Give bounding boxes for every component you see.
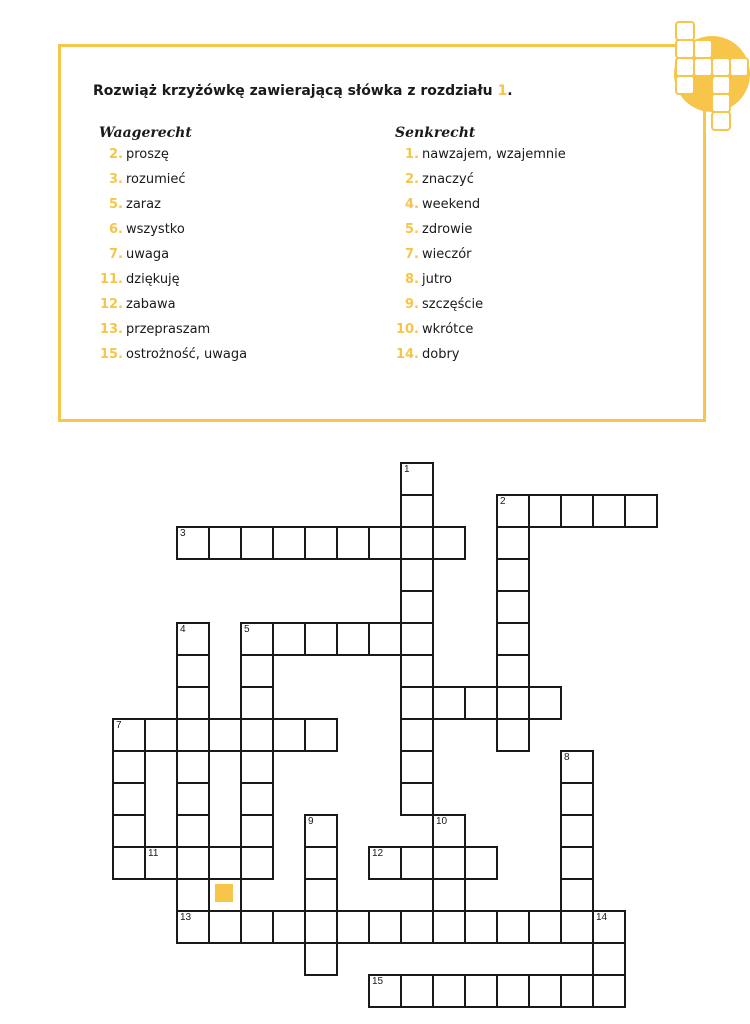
crossword-cell[interactable] — [432, 814, 466, 848]
instruction-text: Rozwiąż krzyżówkę zawierającą słówka z rozdziału — [93, 83, 498, 99]
crossword-cell[interactable] — [496, 558, 530, 592]
clue-text: zabawa — [126, 297, 176, 312]
clue-number: 8. — [405, 272, 419, 287]
crossword-cell[interactable] — [304, 526, 338, 560]
crossword-cell[interactable] — [592, 942, 626, 976]
crossword-cell[interactable] — [528, 974, 562, 1008]
crossword-cell[interactable] — [176, 686, 210, 720]
yellow-marker — [215, 884, 233, 902]
clue-number: 6. — [109, 222, 123, 237]
clue-text: wieczór — [422, 247, 472, 262]
crossword-cell[interactable] — [176, 718, 210, 752]
crossword-cell[interactable] — [400, 494, 434, 528]
clue-number: 1. — [405, 147, 419, 162]
crossword-cell[interactable] — [496, 526, 530, 560]
crossword-cell[interactable] — [176, 878, 210, 912]
crossword-cell[interactable] — [432, 846, 466, 880]
crossword-cell[interactable] — [400, 622, 434, 656]
crossword-cell[interactable] — [272, 718, 306, 752]
clue-text: wkrótce — [422, 322, 474, 337]
clue-text: jutro — [422, 272, 452, 287]
crossword-cell[interactable] — [592, 974, 626, 1008]
crossword-cell[interactable] — [560, 782, 594, 816]
cell-number: 14 — [596, 912, 608, 923]
chapter-number: 1 — [497, 83, 508, 99]
cell-number: 9 — [308, 816, 314, 827]
crossword-cell[interactable] — [272, 622, 306, 656]
crossword-cell[interactable] — [336, 526, 370, 560]
crossword-cell[interactable] — [560, 814, 594, 848]
cell-number: 3 — [180, 528, 186, 539]
crossword-cell[interactable] — [496, 910, 530, 944]
crossword-cell[interactable] — [368, 846, 402, 880]
crossword-cell[interactable] — [560, 910, 594, 944]
crossword-cell[interactable] — [592, 910, 626, 944]
clue-text: wszystko — [126, 222, 185, 237]
clue-number: 11. — [99, 272, 123, 287]
crossword-cell[interactable] — [496, 718, 530, 752]
crossword-cell[interactable] — [240, 846, 274, 880]
cell-number: 11 — [148, 848, 159, 859]
cell-number: 12 — [372, 848, 384, 859]
crossword-cell[interactable] — [400, 718, 434, 752]
cell-number: 2 — [500, 496, 506, 507]
crossword-cell[interactable] — [464, 686, 498, 720]
crossword-cell[interactable] — [176, 814, 210, 848]
clue-text: proszę — [126, 147, 169, 162]
crossword-cell[interactable] — [560, 494, 594, 528]
crossword-cell[interactable] — [240, 782, 274, 816]
crossword-cell[interactable] — [400, 654, 434, 688]
cell-number: 5 — [244, 624, 250, 635]
clue-text: znaczyć — [422, 172, 474, 187]
crossword-cell[interactable] — [496, 590, 530, 624]
crossword-cell[interactable] — [400, 750, 434, 784]
crossword-cell[interactable] — [240, 526, 274, 560]
crossword-cell[interactable] — [560, 846, 594, 880]
crossword-cell[interactable] — [400, 910, 434, 944]
down-heading: Senkrecht — [395, 125, 476, 141]
crossword-cell[interactable] — [304, 942, 338, 976]
clue-number: 14. — [395, 347, 419, 362]
crossword-cell[interactable] — [432, 910, 466, 944]
clue-text: szczęście — [422, 297, 484, 312]
cell-number: 7 — [116, 720, 122, 731]
crossword-cell[interactable] — [176, 910, 210, 944]
clue-number: 5. — [109, 197, 123, 212]
crossword-cell[interactable] — [432, 526, 466, 560]
crossword-cell[interactable] — [464, 910, 498, 944]
crossword-cell[interactable] — [240, 814, 274, 848]
instruction-end: . — [507, 83, 513, 99]
crossword-cell[interactable] — [528, 686, 562, 720]
crossword-cell[interactable] — [400, 526, 434, 560]
crossword-cell[interactable] — [400, 974, 434, 1008]
crossword-cell[interactable] — [432, 686, 466, 720]
crossword-cell[interactable] — [400, 782, 434, 816]
crossword-cell[interactable] — [528, 910, 562, 944]
crossword-cell[interactable] — [272, 526, 306, 560]
clue-number: 15. — [99, 347, 123, 362]
crossword-cell[interactable] — [208, 910, 242, 944]
crossword-cell[interactable] — [336, 910, 370, 944]
clue-number: 9. — [405, 297, 419, 312]
crossword-cell[interactable] — [272, 910, 306, 944]
clue-number: 3. — [109, 172, 123, 187]
crossword-cell[interactable] — [400, 558, 434, 592]
crossword-cell[interactable] — [304, 878, 338, 912]
clue-text: weekend — [422, 197, 481, 212]
clue-text: dziękuję — [126, 272, 180, 287]
crossword-cell[interactable] — [496, 622, 530, 656]
crossword-cell[interactable] — [496, 654, 530, 688]
crossword-cell[interactable] — [560, 974, 594, 1008]
crossword-cell[interactable] — [240, 622, 274, 656]
crossword-cell[interactable] — [112, 814, 146, 848]
crossword-cell[interactable] — [112, 846, 146, 880]
crossword-cell[interactable] — [176, 622, 210, 656]
clue-number: 2. — [109, 147, 123, 162]
crossword-cell[interactable] — [208, 718, 242, 752]
crossword-cell[interactable] — [176, 782, 210, 816]
crossword-cell[interactable] — [176, 654, 210, 688]
crossword-cell[interactable] — [176, 750, 210, 784]
crossword-cell[interactable] — [144, 718, 178, 752]
crossword-cell[interactable] — [496, 494, 530, 528]
crossword-cell[interactable] — [560, 750, 594, 784]
crossword-cell[interactable] — [176, 846, 210, 880]
crossword-cell[interactable] — [240, 750, 274, 784]
cell-number: 4 — [180, 624, 186, 635]
crossword-cell[interactable] — [112, 718, 146, 752]
crossword-cell[interactable] — [464, 846, 498, 880]
crossword-cell[interactable] — [400, 590, 434, 624]
crossword-cell[interactable] — [528, 494, 562, 528]
cell-number: 13 — [180, 912, 192, 923]
crossword-cell[interactable] — [304, 910, 338, 944]
clue-number: 10. — [395, 322, 419, 337]
crossword-cell[interactable] — [368, 910, 402, 944]
clue-text: zaraz — [126, 197, 161, 212]
crossword-cell[interactable] — [208, 846, 242, 880]
cell-number: 10 — [436, 816, 448, 827]
crossword-cell[interactable] — [400, 686, 434, 720]
crossword-cell[interactable] — [368, 974, 402, 1008]
clue-text: uwaga — [126, 247, 170, 262]
crossword-cell[interactable] — [304, 718, 338, 752]
clue-number: 2. — [405, 172, 419, 187]
clue-number: 7. — [109, 247, 123, 262]
crossword-cell[interactable] — [304, 814, 338, 848]
clue-number: 13. — [99, 322, 123, 337]
clue-text: ostrożność, uwaga — [126, 347, 248, 362]
clue-text: rozumieć — [126, 172, 186, 187]
clue-number: 4. — [405, 197, 419, 212]
crossword-cell[interactable] — [240, 718, 274, 752]
crossword-cell[interactable] — [304, 846, 338, 880]
cell-number: 15 — [372, 976, 384, 987]
across-heading: Waagerecht — [99, 125, 192, 141]
clue-number: 5. — [405, 222, 419, 237]
crossword-cell[interactable] — [432, 974, 466, 1008]
crossword-cell[interactable] — [496, 686, 530, 720]
crossword-cell[interactable] — [240, 686, 274, 720]
clue-number: 7. — [405, 247, 419, 262]
clue-text: nawzajem, wzajemnie — [422, 147, 566, 162]
clue-text: zdrowie — [422, 222, 473, 237]
cell-number: 1 — [404, 464, 410, 475]
crossword-cell[interactable] — [240, 910, 274, 944]
crossword-cell[interactable] — [240, 654, 274, 688]
crossword-cell[interactable] — [432, 878, 466, 912]
crossword-cell[interactable] — [208, 526, 242, 560]
crossword-cell[interactable] — [592, 494, 626, 528]
crossword-cell[interactable] — [144, 846, 178, 880]
clue-number: 12. — [99, 297, 123, 312]
crossword-cell[interactable] — [560, 878, 594, 912]
crossword-cell[interactable] — [368, 526, 402, 560]
crossword-cell[interactable] — [176, 526, 210, 560]
crossword-cell[interactable] — [400, 462, 434, 496]
crossword-cell[interactable] — [368, 622, 402, 656]
crossword-cell[interactable] — [112, 782, 146, 816]
crossword-cell[interactable] — [496, 974, 530, 1008]
crossword-cell[interactable] — [464, 974, 498, 1008]
clue-text: przepraszam — [126, 322, 211, 337]
clue-text: dobry — [422, 347, 460, 362]
cell-number: 8 — [564, 752, 570, 763]
crossword-cell[interactable] — [336, 622, 370, 656]
crossword-cell[interactable] — [304, 622, 338, 656]
crossword-cell[interactable] — [112, 750, 146, 784]
crossword-cell[interactable] — [624, 494, 658, 528]
crossword-cell[interactable] — [400, 846, 434, 880]
